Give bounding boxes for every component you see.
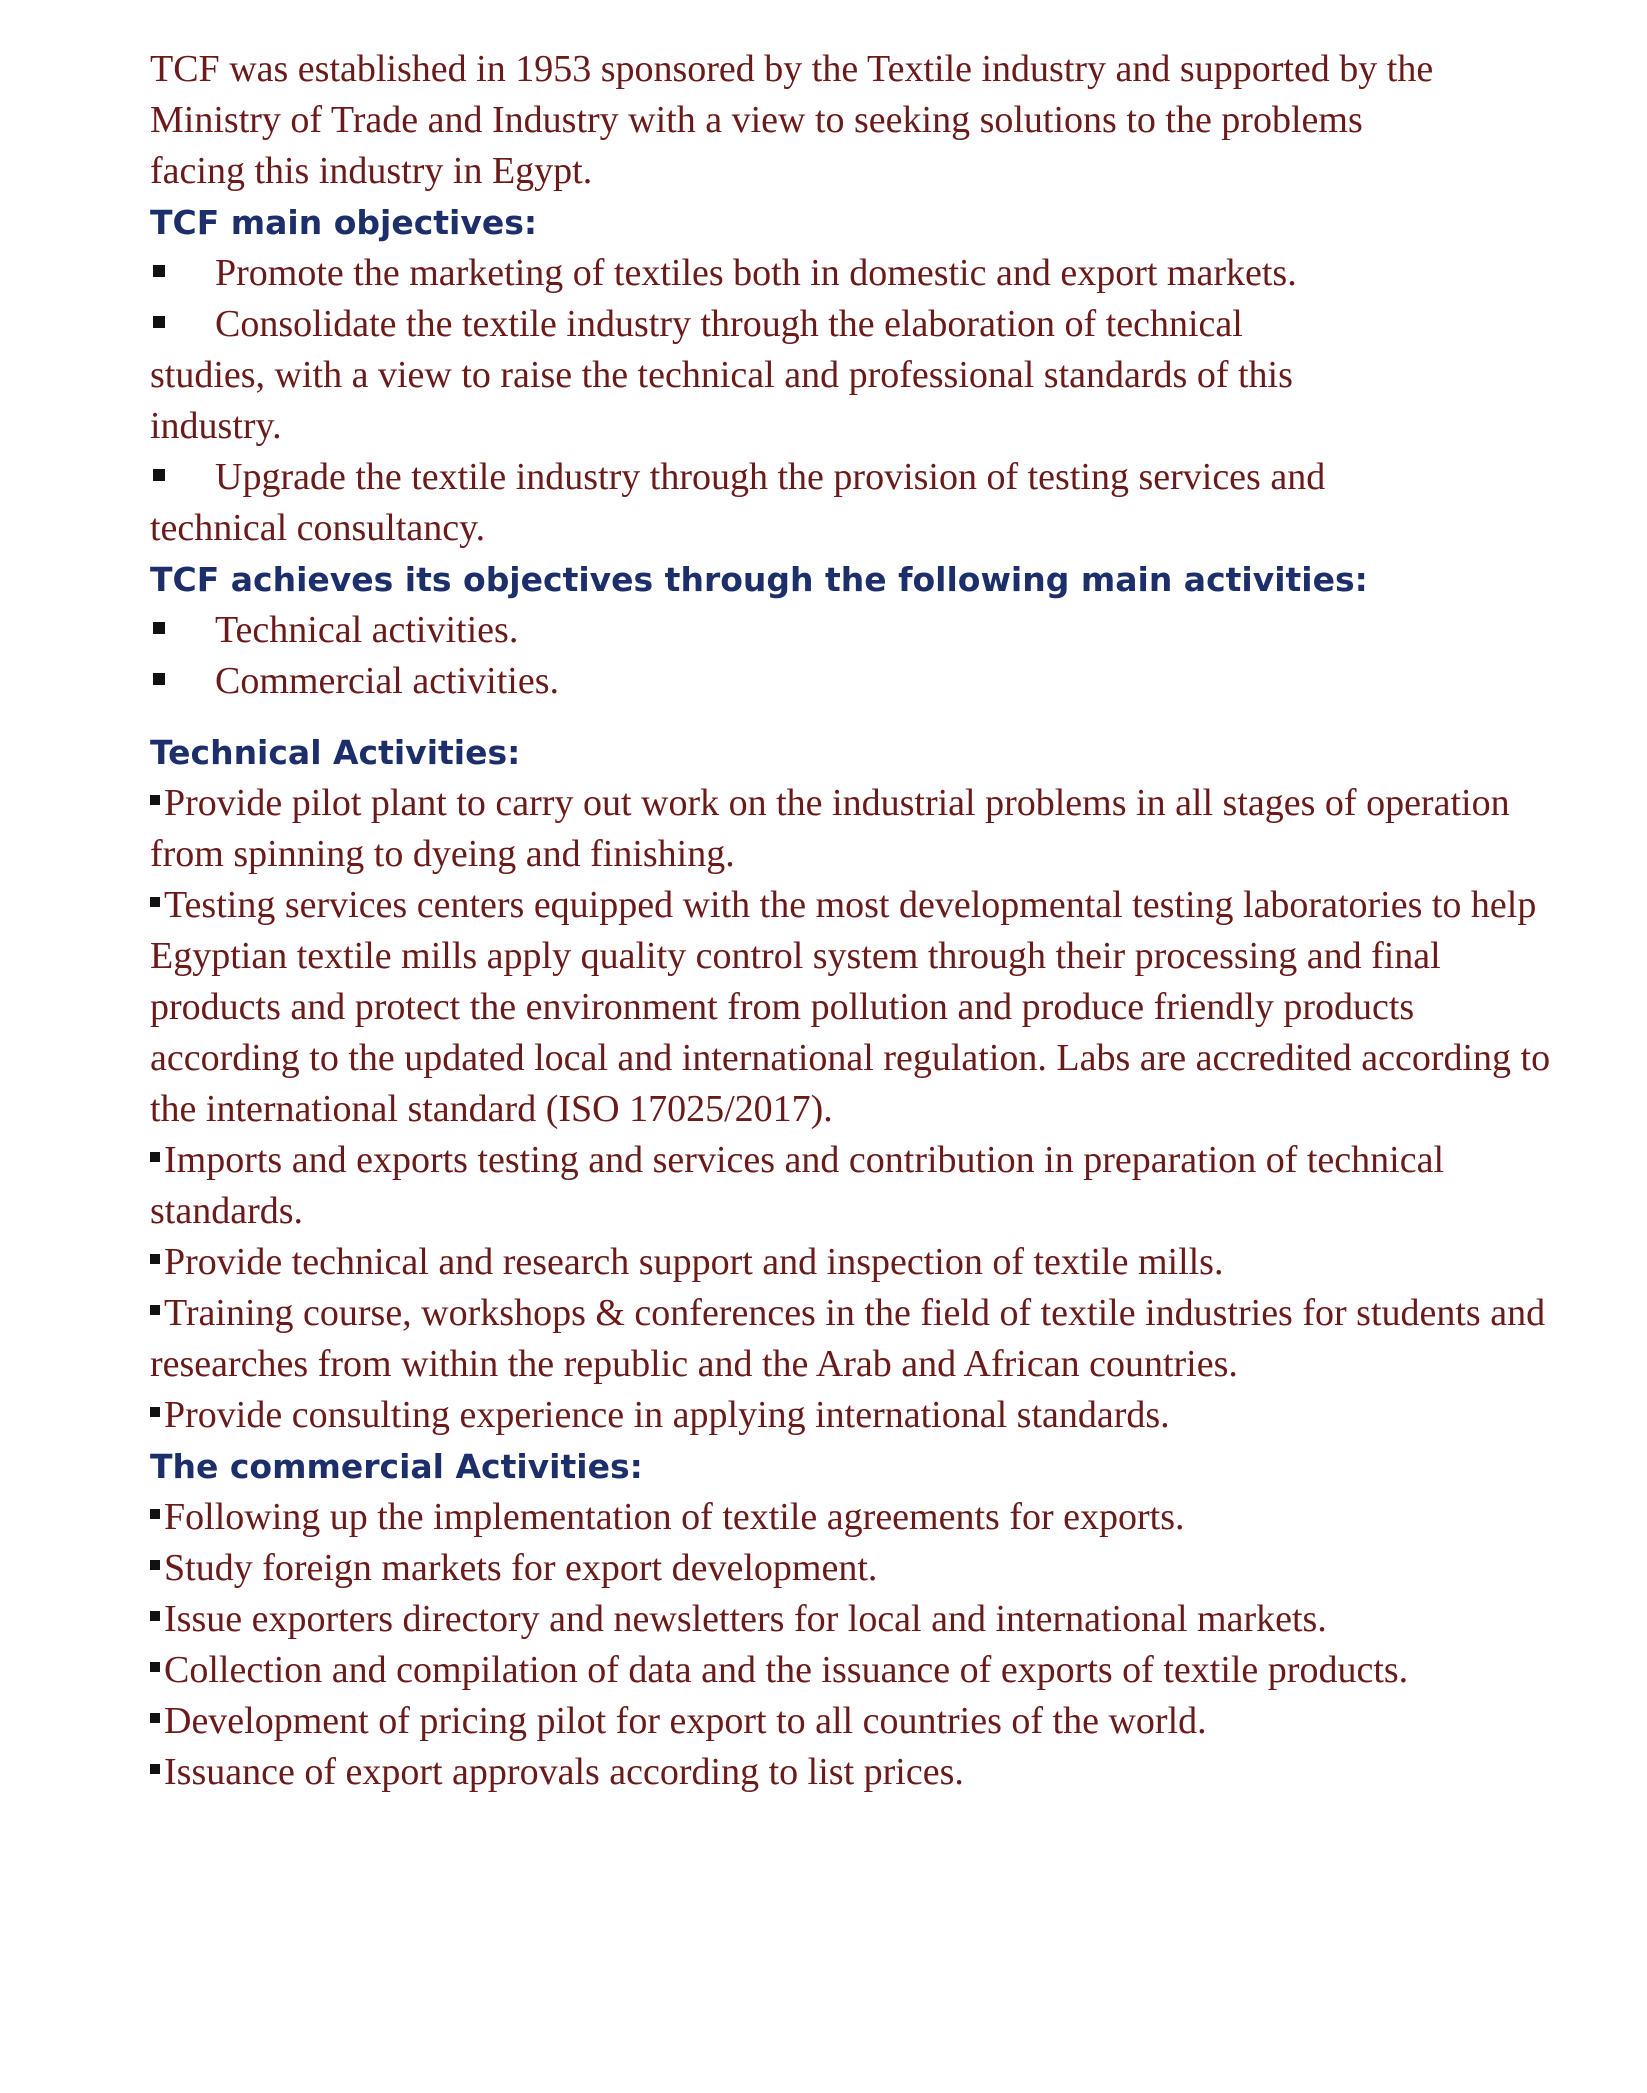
bullet-square-icon [150, 1152, 160, 1162]
technical-text: Provide consulting experience in applying international standards. [164, 1394, 1170, 1436]
list-item [150, 1492, 1570, 1543]
objective-text: Promote the marketing of textiles both in domestic and export markets. [215, 252, 1297, 294]
commercial-text: Following up the implementation of textile agreements for exports. [164, 1496, 1185, 1538]
list-item [150, 299, 1330, 452]
list-item [150, 1594, 1570, 1645]
activity-text: Technical activities. [215, 609, 519, 651]
technical-text: Training course, workshops & conferences in the field of textile industries for students and researches from within the republic and the Arab and African countries. [150, 1292, 1546, 1385]
commercial-text: Study foreign markets for export development. [164, 1547, 878, 1589]
activities-heading: TCF achieves its objectives through the following main activities: [150, 560, 1368, 599]
list-item [150, 1696, 1570, 1747]
commercial-text: Collection and compilation of data and the issuance of exports of textile products. [164, 1649, 1409, 1691]
list-item [150, 248, 1330, 299]
list-item [150, 1288, 1570, 1390]
technical-text: Testing services centers equipped with the most developmental testing laboratories to help Egyptian textile mills apply quality control system through their processing and final products and protect the environment from pollution and produce friendly products according to the updated local and international regulation. Labs are accredited according to the international standard (ISO 17025/2017). [150, 884, 1551, 1130]
bullet-square-icon [150, 1509, 160, 1519]
technical-heading: Technical Activities: [150, 733, 521, 772]
commercial-text: Issuance of export approvals according to list prices. [164, 1751, 964, 1793]
list-item [150, 778, 1570, 880]
bullet-square-icon [150, 1611, 160, 1621]
activity-text: Commercial activities. [215, 660, 560, 702]
intro-paragraph: TCF was established in 1953 sponsored by the Textile industry and supported by the Ministry of Trade and Industry with a view to seeking solutions to the problems facing this industry in Egypt. [150, 48, 1434, 192]
technical-text: Provide technical and research support and inspection of textile mills. [164, 1241, 1224, 1283]
list-item [150, 452, 1330, 554]
bullet-square-icon [150, 795, 160, 805]
list-item [150, 880, 1570, 1135]
objectives-list [150, 248, 1330, 554]
objective-text: Consolidate the textile industry through the elaboration of technical studies, with a view to raise the technical and professional standards of this industry. [150, 303, 1293, 447]
commercial-text: Development of pricing pilot for export to all countries of the world. [164, 1700, 1207, 1742]
list-item [150, 605, 1570, 656]
bullet-square-icon [150, 248, 215, 299]
bullet-square-icon [150, 1254, 160, 1264]
list-item [150, 1135, 1570, 1237]
technical-text: Imports and exports testing and services and contribution in preparation of technical standards. [150, 1139, 1445, 1232]
document-page [150, 44, 1570, 1798]
technical-list [150, 778, 1570, 1441]
list-item [150, 1390, 1570, 1441]
commercial-text: Issue exporters directory and newsletters for local and international markets. [164, 1598, 1327, 1640]
bullet-square-icon [150, 605, 215, 656]
objectives-heading: TCF main objectives: [150, 203, 538, 242]
bullet-square-icon [150, 1713, 160, 1723]
commercial-list [150, 1492, 1570, 1798]
objective-text: Upgrade the textile industry through the provision of testing services and technical consultancy. [150, 456, 1326, 549]
bullet-square-icon [150, 452, 215, 503]
activities-list [150, 605, 1570, 707]
commercial-heading: The commercial Activities: [150, 1447, 643, 1486]
list-item [150, 656, 1570, 707]
bullet-square-icon [150, 1764, 160, 1774]
bullet-square-icon [150, 1662, 160, 1672]
bullet-square-icon [150, 1305, 160, 1315]
bullet-square-icon [150, 1560, 160, 1570]
technical-text: Provide pilot plant to carry out work on the industrial problems in all stages of operation from spinning to dyeing and finishing. [150, 782, 1510, 875]
bullet-square-icon [150, 656, 215, 707]
list-item [150, 1543, 1570, 1594]
bullet-square-icon [150, 897, 160, 907]
list-item [150, 1237, 1570, 1288]
list-item [150, 1747, 1570, 1798]
bullet-square-icon [150, 299, 215, 350]
list-item [150, 1645, 1570, 1696]
bullet-square-icon [150, 1407, 160, 1417]
